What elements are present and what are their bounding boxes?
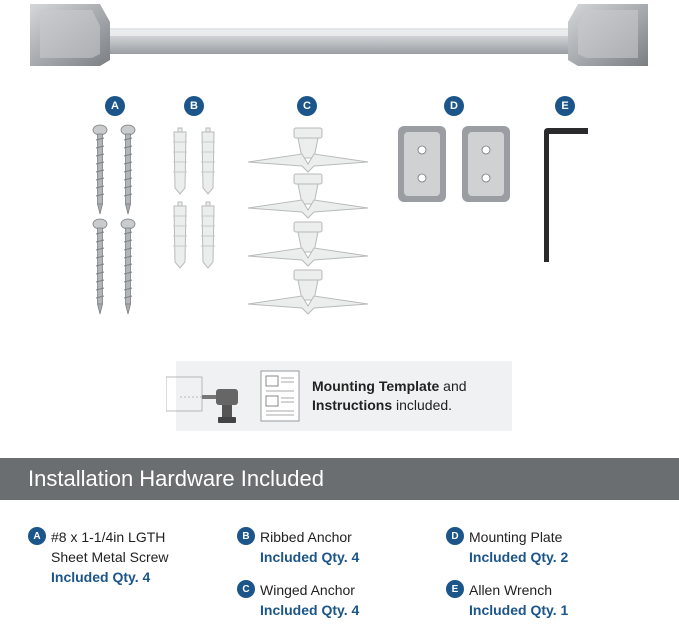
legend-c-qty: Included Qty. 4 xyxy=(260,602,360,618)
winged-anchor-icon xyxy=(248,128,368,314)
template-strong-2: Instructions xyxy=(312,397,393,413)
ribbed-anchor-icon xyxy=(173,128,215,268)
mounting-template-panel xyxy=(176,361,512,431)
drill-icon xyxy=(166,367,256,427)
legend-b-line1: Ribbed Anchor xyxy=(260,529,352,545)
legend-a-qty: Included Qty. 4 xyxy=(51,569,151,585)
instructions-icon xyxy=(260,370,300,422)
badge-c-icon: C xyxy=(297,96,317,116)
hardware-parts xyxy=(0,90,679,360)
mounting-plate-icon xyxy=(398,126,510,202)
badge-e-icon: E xyxy=(446,580,464,598)
legend-a-line1: #8 x 1-1/4in LGTH xyxy=(51,529,166,545)
badge-b-icon: B xyxy=(184,96,204,116)
template-text-1: and xyxy=(439,378,467,394)
legend-e-line1: Allen Wrench xyxy=(469,582,553,598)
badge-a-icon: A xyxy=(28,527,46,545)
towel-bar-image xyxy=(0,0,679,80)
template-strong-1: Mounting Template xyxy=(312,378,440,394)
section-title: Installation Hardware Included xyxy=(0,458,679,500)
legend-e-qty: Included Qty. 1 xyxy=(469,602,569,618)
parts-drawing xyxy=(0,90,679,360)
allen-wrench-icon xyxy=(544,128,588,262)
hardware-legend xyxy=(0,500,679,640)
template-caption xyxy=(312,377,502,415)
legend-c-line1: Winged Anchor xyxy=(260,582,355,598)
legend-d-qty: Included Qty. 2 xyxy=(469,549,569,565)
badge-a-icon: A xyxy=(105,96,125,116)
badge-d-icon: D xyxy=(444,96,464,116)
legend-a-line2: Sheet Metal Screw xyxy=(51,549,169,565)
screw-icon xyxy=(93,125,135,314)
badge-c-icon: C xyxy=(237,580,255,598)
badge-b-icon: B xyxy=(237,527,255,545)
legend-b-qty: Included Qty. 4 xyxy=(260,549,360,565)
legend-d-line1: Mounting Plate xyxy=(469,529,563,545)
badge-e-icon: E xyxy=(555,96,575,116)
template-text-2: included. xyxy=(392,397,453,413)
badge-d-icon: D xyxy=(446,527,464,545)
